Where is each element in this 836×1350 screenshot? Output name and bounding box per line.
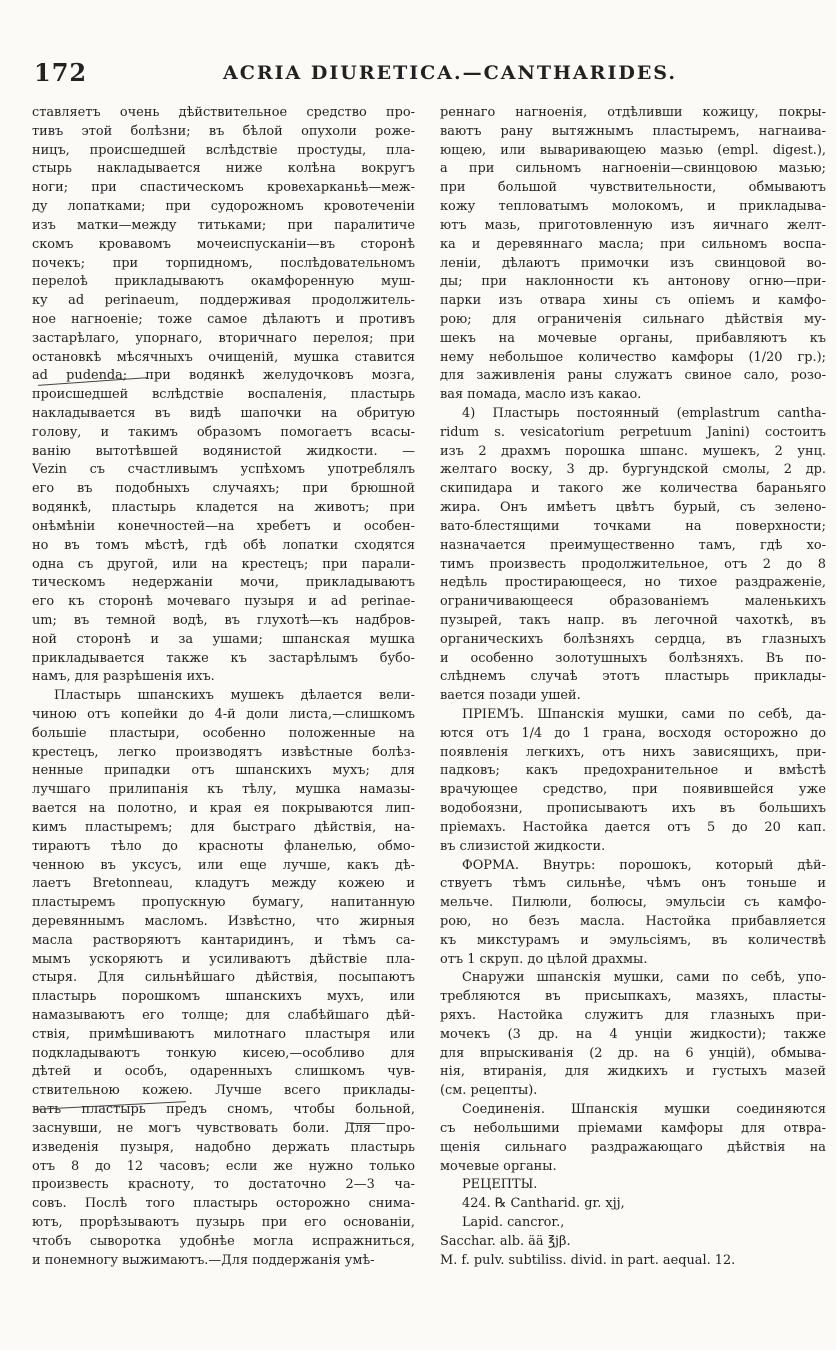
text-line: желтаго воску, 3 др. бургундской смолы, 2 др.	[440, 462, 826, 478]
text-line: мочекъ (3 др. на 4 унціи жидкости); также	[440, 1026, 826, 1042]
text-line: ваютъ рану вытяжнымъ пластыремъ, нагнаива-	[440, 123, 826, 139]
text-line: ку ad perinaeum, поддерживая продолжитель-	[32, 293, 415, 309]
text-line: реннаго нагноенія, отдѣливши кожицу, покры-	[440, 105, 826, 120]
text-line: ствуетъ тѣмъ сильнѣе, чѣмъ онъ тоньше и	[440, 876, 826, 892]
text-line: ванію вытотѣвшей водянистой жидкости. —	[32, 443, 415, 459]
left-text-column	[32, 104, 415, 1270]
text-line: врачующее средство, при появившейся уже	[440, 782, 826, 798]
text-line: M. f. pulv. subtiliss. divid. in part. aequal. 12.	[440, 1252, 736, 1268]
text-line: леніи, дѣлаютъ примочки изъ свинцовой во-	[440, 255, 826, 271]
text-line: застарѣлаго, упорнаго, вторичнаго перелоя; при	[32, 330, 415, 346]
text-line: мельче. Пилюли, болюсы, эмульсіи съ камфо-	[440, 895, 826, 911]
text-line: ду лопатками; при судорожномъ кровотеченіи	[32, 199, 415, 215]
page-number: 172	[34, 58, 88, 87]
text-line: для заживленія раны служатъ свиное сало, розо-	[440, 368, 826, 384]
text-line: голову, и такимъ образомъ помогаетъ всасы-	[32, 424, 415, 440]
text-line: ствительною кожею. Лучше всего приклады-	[32, 1083, 415, 1099]
text-line: остановкѣ мѣсячныхъ очищеній, мушка ставится	[32, 349, 415, 365]
text-line: ной сторонѣ и за ушами; шпанская мушка	[32, 631, 415, 647]
text-line: совъ. Послѣ того пластырь осторожно снима-	[32, 1196, 415, 1212]
text-line: водобоязни, прописываютъ ихъ въ большихъ	[440, 801, 826, 817]
text-line: скомъ кровавомъ мочеиспусканіи—въ сторонѣ	[32, 236, 415, 252]
text-line: съ небольшими пріемами камфоры для отвра-	[440, 1120, 826, 1136]
text-line: мымъ ускоряютъ и усиливаютъ дѣйствіе пла-	[32, 951, 415, 967]
text-line: органическихъ болѣзняхъ сердца, въ глазныхъ	[440, 631, 826, 647]
text-line: Lapid. cancror.,	[462, 1214, 565, 1230]
text-line: ются отъ 1/4 до 1 грана, восходя осторожно до	[440, 725, 826, 741]
text-line: масла растворяютъ кантаридинъ, и тѣмъ са-	[32, 932, 415, 948]
text-line: отъ 8 до 12 часовъ; если же нужно только	[32, 1158, 415, 1174]
text-line: водянкѣ, пластырь кладется на животъ; при	[32, 500, 415, 516]
text-line: мочевые органы.	[440, 1158, 557, 1174]
text-line: при большой чувствительности, обмываютъ	[440, 180, 826, 196]
text-line: ad pudenda; при водянкѣ желудочковъ мозга,	[32, 368, 415, 384]
text-line: а при сильномъ нагноеніи—свинцовою мазью;	[440, 161, 826, 177]
text-line: появленія легкихъ, отъ нихъ зависящихъ, при-	[440, 744, 826, 760]
text-line: парки изъ отвара хины съ опіемъ и камфо-	[440, 293, 826, 309]
text-line: изведенія пузыря, надобно держать пластырь	[32, 1139, 415, 1155]
text-line: шекъ на мочевые органы, прибавляютъ къ	[440, 330, 826, 346]
text-line: скипидара и такого же количества бараньяго	[440, 481, 826, 497]
text-line: кожу тепловатымъ молокомъ, и прикладыва-	[440, 199, 826, 215]
pencil-underline-mark	[350, 1123, 385, 1124]
text-line: um; въ темной водѣ, въ глухотѣ—къ надбров-	[32, 612, 415, 628]
text-line: ФОРМА. Внутрь: порошокъ, который дѣй-	[462, 857, 826, 873]
text-line: недѣль простирающееся, но тихое раздраженіе,	[440, 575, 826, 591]
text-line: ютъ мазь, приготовленную изъ яичнаго желт-	[440, 217, 826, 233]
text-line: лучшаго прилипанія къ тѣлу, мушка намазы-	[32, 782, 415, 798]
text-line: 4) Пластырь постоянный (emplastrum cantha-	[462, 406, 826, 421]
text-line: намазываютъ его толще; для слабѣйшаго дѣй-	[32, 1008, 415, 1023]
text-line: падковъ; какъ предохранительное и вмѣстѣ	[440, 763, 826, 779]
text-line: отъ 1 скруп. до цѣлой драхмы.	[440, 951, 648, 967]
text-line: одна съ другой, или на крестецъ; при парали-	[32, 556, 415, 572]
text-line: его въ подобныхъ случаяхъ; при брюшной	[32, 481, 415, 497]
page-header	[28, 58, 823, 88]
text-line: ряхъ. Настойка служитъ для глазныхъ при-	[440, 1008, 826, 1023]
text-line: ное нагноеніе; тоже самое дѣлаютъ и противъ	[32, 311, 415, 327]
text-line: прикладывается также къ застарѣлымъ бубо-	[32, 650, 415, 666]
text-line: ненные припадки отъ шпанскихъ мухъ; для	[32, 763, 415, 779]
text-line: ченною въ уксусъ, или еще лучше, какъ дѣ-	[32, 857, 415, 873]
text-line: кимъ пластыремъ; для быстраго дѣйствія, на-	[32, 819, 415, 835]
text-line: ставляетъ очень дѣйствительное средство про-	[32, 105, 415, 120]
text-line: стырь накладывается ниже колѣна вокругъ	[32, 161, 415, 177]
text-line: деревяннымъ масломъ. Извѣстно, что жирныя	[32, 913, 415, 929]
text-line: вать пластырь предъ сномъ, чтобы больной,	[32, 1102, 415, 1118]
text-line: ПРІЕМЪ. Шпанскія мушки, сами по себѣ, да-	[462, 707, 826, 722]
text-line: онѣмѣніи конечностей—на хребетъ и особен-	[32, 518, 415, 534]
text-line: накладывается въ видѣ шапочки на обритую	[32, 406, 415, 421]
text-line: большіе пластыри, особенно положенные на	[32, 725, 415, 741]
text-line: вато-блестящими точками на поверхности;	[440, 518, 826, 534]
text-line: пузырей, такъ напр. въ легочной чахоткѣ, въ	[440, 612, 826, 628]
text-line: ды; при наклонности къ антонову огню—при-	[440, 274, 826, 290]
right-text-column	[440, 104, 826, 1270]
text-line: изъ 2 драхмъ порошка шпанс. мушекъ, 2 унц.	[440, 443, 826, 459]
text-line: требляются въ присыпкахъ, мазяхъ, пласты-	[440, 989, 826, 1005]
text-line: для впрыскиванія (2 др. на 6 унцій), обмыва-	[440, 1045, 826, 1061]
text-line: заснувши, не могъ чувствовать боли. Для про-	[32, 1120, 415, 1136]
text-line: (см. рецепты).	[440, 1083, 538, 1099]
text-line: пріемахъ. Настойка дается отъ 5 до 20 кап.	[440, 819, 826, 835]
text-line: нему небольшое количество камфоры (1/20 гр.);	[440, 349, 826, 365]
text-line: тивъ этой болѣзни; въ бѣлой опухоли роже-	[32, 123, 415, 139]
text-line: ridum s. vesicatorium perpetuum Janini) состоитъ	[440, 424, 826, 440]
text-line: почекъ; при торпидномъ, послѣдовательномъ	[32, 255, 415, 271]
text-line: чиною отъ копейки до 4-й доли листа,—слишкомъ	[32, 707, 415, 722]
text-line: Снаружи шпанскія мушки, сами по себѣ, упо-	[462, 970, 826, 986]
text-line: ютъ, прорѣзываютъ пузырь при его основаніи,	[32, 1214, 415, 1230]
text-line: тираютъ тѣло до красноты фланелью, обмо-	[32, 838, 415, 854]
text-line: жира. Онъ имѣетъ цвѣтъ бурый, съ зелено-	[440, 500, 826, 516]
text-line: Vezin съ счастливымъ успѣхомъ употреблялъ	[32, 462, 415, 478]
text-line: нія, втиранія, для жидкихъ и густыхъ мазей	[440, 1064, 826, 1080]
text-line: пластыремъ пропускную бумагу, напитанную	[32, 895, 415, 911]
text-line: слѣднемъ случаѣ этотъ пластырь приклады-	[440, 669, 826, 685]
text-line: дѣтей и особъ, одаренныхъ слишкомъ чув-	[32, 1064, 415, 1080]
text-line: ка и деревяннаго масла; при сильномъ воспа-	[440, 236, 826, 252]
text-line: ноги; при спастическомъ кровехарканьѣ—меж-	[32, 180, 415, 196]
text-line: перелоѣ прикладываютъ окамфоренную муш-	[32, 274, 415, 290]
text-line: щенія сильнаго раздражающаго дѣйствія на	[440, 1139, 826, 1155]
text-line: ствія, примѣшиваютъ милотнаго пластыря или	[32, 1026, 415, 1042]
text-line: вается позади ушей.	[440, 688, 581, 704]
text-line: намъ, для разрѣшенія ихъ.	[32, 669, 215, 685]
text-line: тическомъ недержаніи мочи, прикладываютъ	[32, 575, 415, 591]
text-line: Соединенія. Шпанскія мушки соединяются	[462, 1102, 826, 1118]
text-line: пластырь порошкомъ шпанскихъ мухъ, или	[32, 989, 415, 1005]
text-line: рою; для ограниченія сильнаго дѣйствія му-	[440, 311, 826, 327]
text-line: но въ томъ мѣстѣ, гдѣ обѣ лопатки сходятся	[32, 537, 415, 553]
text-line: произвесть красноту, то достаточно 2—3 ча-	[32, 1177, 415, 1193]
text-line: и понемногу выжимаютъ.—Для поддержанія умѣ-	[32, 1252, 375, 1268]
running-title: ACRIA DIURETICA.—CANTHARIDES.	[223, 62, 677, 84]
text-line: назначается преимущественно тамъ, гдѣ хо-	[440, 537, 826, 553]
text-line: тимъ произвесть продолжительное, отъ 2 до 8	[440, 556, 826, 572]
text-line: подкладываютъ тонкую кисею,—особливо для	[32, 1045, 415, 1061]
text-line: крестецъ, легко производятъ извѣстные болѣз-	[32, 744, 415, 760]
text-line: лаетъ Bretonneau, кладутъ между кожею и	[32, 876, 415, 892]
text-line: Sacchar. alb. ää ℥jβ.	[440, 1233, 571, 1249]
text-line: ющею, или вываривающею мазью (empl. digest.),	[440, 142, 826, 158]
text-line: и особенно золотушныхъ болѣзняхъ. Въ по-	[440, 650, 826, 666]
text-line: ограничивающееся образованіемъ маленькихъ	[440, 594, 826, 610]
text-line: 424. ℞ Cantharid. gr. xjj,	[462, 1196, 625, 1212]
text-line: вая помада, масло изъ какао.	[440, 387, 642, 403]
text-line: въ слизистой жидкости.	[440, 838, 606, 854]
text-line: его къ сторонѣ мочеваго пузыря и ad perinae-	[32, 594, 415, 610]
text-line: изъ матки—между титьками; при паралитиче	[32, 217, 415, 233]
text-line: вается на полотно, и края ея покрываются лип-	[32, 801, 415, 817]
text-line: происшедшей вслѣдствіе воспаленія, пластырь	[32, 387, 415, 403]
text-line: стыря. Для сильнѣйшаго дѣйствія, посыпаютъ	[32, 970, 415, 986]
text-line: чтобъ сыворотка удобнѣе могла испражниться,	[32, 1233, 415, 1249]
text-line: РЕЦЕПТЫ.	[462, 1177, 538, 1193]
text-line: ницъ, происшедшей вслѣдствіе простуды, пла-	[32, 142, 415, 158]
text-line: Пластырь шпанскихъ мушекъ дѣлается вели-	[54, 688, 415, 704]
text-line: къ микстурамъ и эмульсіямъ, въ количествѣ	[440, 932, 826, 948]
text-line: рою, но безъ масла. Настойка прибавляется	[440, 913, 826, 929]
